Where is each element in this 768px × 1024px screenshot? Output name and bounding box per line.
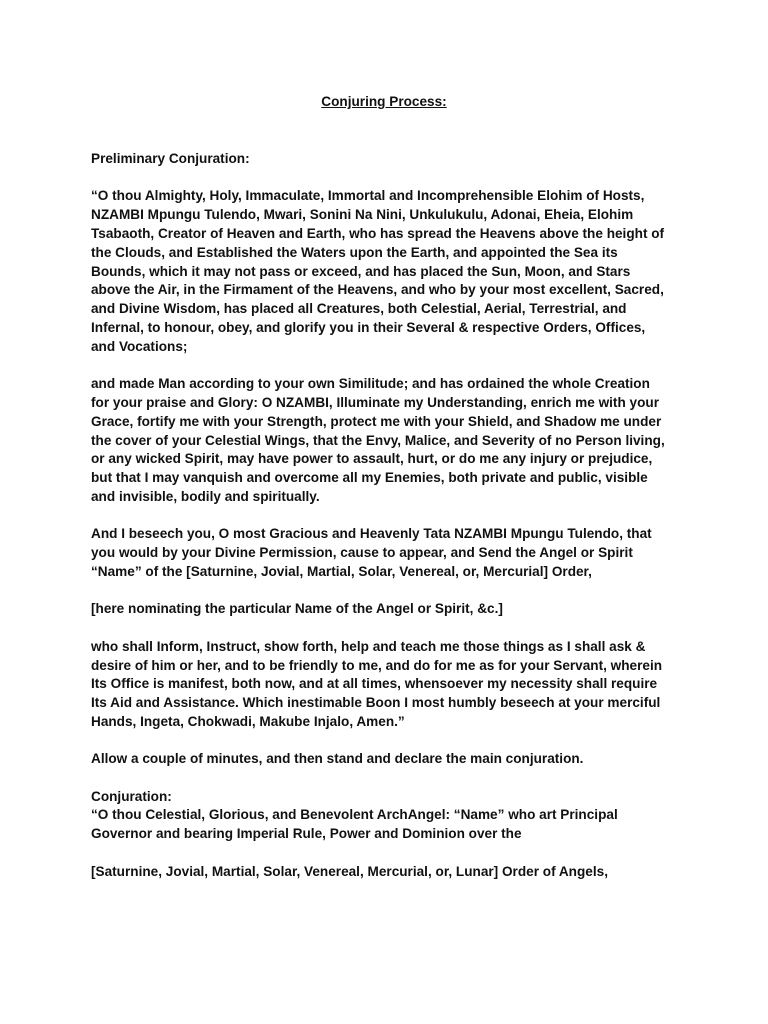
paragraph-beseech: And I beseech you, O most Gracious and Heavenly Tata NZAMBI Mpungu Tulendo, that you would by your Divine Permission, cause to appear, and Send the Angel or Spirit “Name” of the [Saturnine, Jovial, Martial, Solar, Venereal, or, Mercurial] Order,: [91, 526, 652, 579]
document-body: [91, 150, 683, 881]
paragraph-nomination-note: [here nominating the particular Name of the Angel or Spirit, &c.]: [91, 601, 503, 617]
paragraph-direction: Allow a couple of minutes, and then stand and declare the main conjuration.: [91, 751, 584, 767]
paragraph-instruction-request: who shall Inform, Instruct, show forth, help and teach me those things as I shall ask & desire of him or her, and to be friendly to me, and do for me as for your Servant, wherein Its Office is manifest, both now, and at all times, whensoever my necessity shall require Its Aid and Assistance. Which inestimable Boon I most humbly beseech at your merciful Hands, Ingeta, Chokwadi, Makube Injalo, Amen.”: [91, 638, 663, 729]
paragraph-invocation: “O thou Almighty, Holy, Immaculate, Immortal and Incomprehensible Elohim of Hosts, NZAMBI Mpungu Tulendo, Mwari, Sonini Na Nini, Unkulukulu, Adonai, Eheia, Elohim Tsabaoth, Creator of Heaven and Earth, who has spread the Heavens above the height of the Clouds, and Established the Waters upon the Earth, and appointed the Sea its Bounds, which it may not pass or exceed, and has placed the Sun, Moon, and Stars above the Air, in the Firmament of the Heavens, and who by your most excellent, Sacred, and Divine Wisdom, has placed all Creatures, both Celestial, Aerial, Terrestrial, and Infernal, to honour, obey, and glorify you in their Several & respective Orders, Offices, and Vocations;: [91, 188, 665, 354]
paragraph-conjuration: Conjuration: “O thou Celestial, Glorious, and Benevolent ArchAngel: “Name” who art Principal Governor and bearing Imperial Rule, Power and Dominion over the: [91, 788, 618, 842]
document-title: Conjuring Process:: [321, 94, 447, 109]
section-heading-preliminary-conjuration: Preliminary Conjuration:: [91, 151, 250, 166]
paragraph-creation: and made Man according to your own Similitude; and has ordained the whole Creation for your praise and Glory: O NZAMBI, Illuminate my Understanding, enrich me with your Grace, fortify me with your Strength, protect me with your Shield, and Shadow me under the cover of your Celestial Wings, that the Envy, Malice, and Severity of no Person living, or any wicked Spirit, may have power to assault, hurt, or do me any injury or prejudice, but that I may vanquish and overcome all my Enemies, both private and public, visible and invisible, bodily and spiritually.: [91, 376, 665, 504]
paragraph-order-of-angels: [Saturnine, Jovial, Martial, Solar, Venereal, Mercurial, or, Lunar] Order of Angels,: [91, 863, 608, 879]
